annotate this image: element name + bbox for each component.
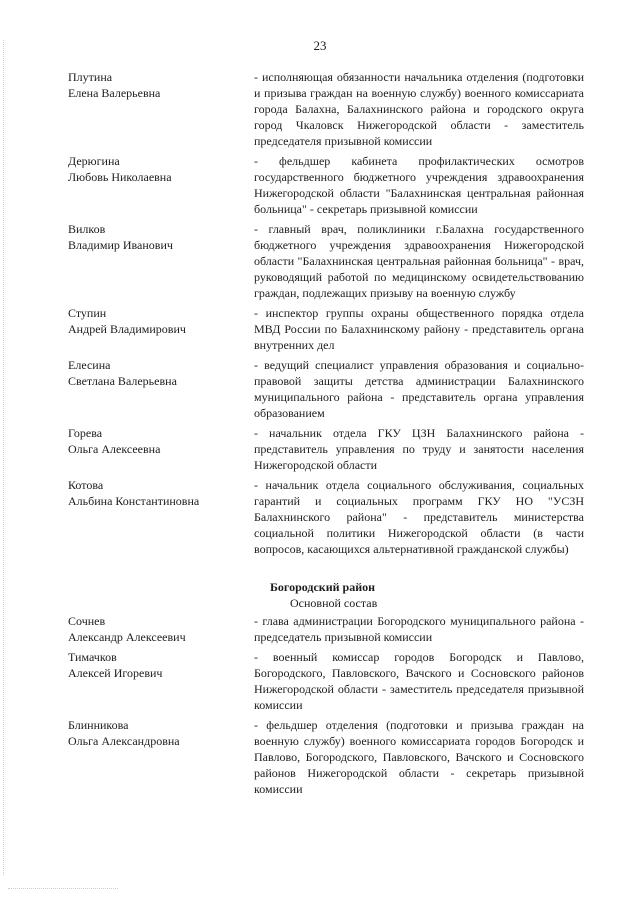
- scan-bottom-dots: [8, 888, 118, 889]
- member-given-names: Андрей Владимирович: [68, 322, 186, 336]
- member-name: [68, 477, 248, 509]
- member-role: - главный врач, поликлиники г.Балахна государственного бюджетного учреждения здравоохранения Нижегородской области "Балахнинская центральная районная больница" - врач, руководящий работой по медицинскому освидетельствованию граждан, подлежащих призыву на военную службу: [254, 222, 584, 300]
- member-given-names: Любовь Николаевна: [68, 170, 172, 184]
- member-name: [68, 153, 248, 185]
- member-name: [68, 649, 248, 681]
- member-entry: [0, 69, 640, 149]
- member-name: [68, 221, 248, 253]
- member-surname: Елесина: [68, 358, 111, 372]
- commission-members-bogorodsk: [0, 613, 640, 797]
- member-name: [68, 69, 248, 101]
- member-role: - ведущий специалист управления образования и социально-правовой защиты детства администрации Балахнинского муниципального района - представитель органа управления образованием: [254, 358, 584, 420]
- member-name: [68, 305, 248, 337]
- member-given-names: Светлана Валерьевна: [68, 374, 177, 388]
- member-entry: [0, 425, 640, 473]
- member-given-names: Альбина Константиновна: [68, 494, 200, 508]
- member-role: - глава администрации Богородского муниципального района - председатель призывной комиссии: [254, 614, 584, 644]
- member-given-names: Елена Валерьевна: [68, 86, 161, 100]
- commission-members-balakhna: [0, 69, 640, 557]
- member-entry: [0, 613, 640, 645]
- member-entry: [0, 305, 640, 353]
- member-surname: Сочнев: [68, 614, 106, 628]
- member-entry: [0, 717, 640, 797]
- member-surname: Плутина: [68, 70, 113, 84]
- member-surname: Горева: [68, 426, 103, 440]
- member-entry: [0, 221, 640, 301]
- member-role: - военный комиссар городов Богородск и Павлово, Богородского, Павловского, Вачского и Сосновского районов Нижегородской области - заместитель председателя призывной комиссии: [254, 650, 584, 712]
- page-number: 23: [313, 38, 327, 53]
- member-entry: [0, 357, 640, 421]
- member-surname: Блинникова: [68, 718, 129, 732]
- member-entry: [0, 649, 640, 713]
- member-entry: [0, 153, 640, 217]
- member-role: - начальник отдела ГКУ ЦЗН Балахнинского района - представитель управления по труду и занятости населения Нижегородской области: [254, 426, 584, 472]
- member-surname: Вилков: [68, 222, 106, 236]
- member-role: - начальник отдела социального обслуживания, социальных гарантий и социальных программ ГКУ НО "УСЗН Балахнинского района" - представитель министерства социальной политики Нижегородской области (в части вопросов, касающихся альтернативной гражданской службы): [254, 478, 584, 556]
- member-surname: Ступин: [68, 306, 107, 320]
- member-name: [68, 425, 248, 457]
- member-surname: Тимачков: [68, 650, 117, 664]
- member-role: - фельдшер кабинета профилактических осмотров государственного бюджетного учреждения здравоохранения Нижегородской области "Балахнинская центральная районная больница" - секретарь призывной комиссии: [254, 154, 584, 216]
- member-surname: Котова: [68, 478, 104, 492]
- section-subtitle: Основной состав: [290, 596, 378, 610]
- member-surname: Дерюгина: [68, 154, 120, 168]
- member-given-names: Александр Алексеевич: [68, 630, 186, 644]
- commission-list: [0, 69, 640, 801]
- member-role: - фельдшер отделения (подготовки и призыва граждан на военную службу) военного комиссариата городов Богородск и Павлово, Богородского, Павловского, Вачского и Сосновского районов Нижегородской области - секретарь призывной комиссии: [254, 718, 584, 796]
- section-title: Богородский район: [270, 580, 376, 594]
- member-name: [68, 357, 248, 389]
- member-given-names: Ольга Алексеевна: [68, 442, 161, 456]
- member-name: [68, 613, 248, 645]
- member-given-names: Владимир Иванович: [68, 238, 173, 252]
- member-name: [68, 717, 248, 749]
- member-role: - инспектор группы охраны общественного порядка отдела МВД России по Балахнинскому району - представитель органа внутренних дел: [254, 306, 584, 352]
- member-role: - исполняющая обязанности начальника отделения (подготовки и призыва граждан на военную службу) военного комиссариата города Балахна, Балахнинского района и городского округа город Чкаловск Нижегородской области - заместитель председателя призывной комиссии: [254, 70, 584, 148]
- member-given-names: Ольга Александровна: [68, 734, 180, 748]
- member-given-names: Алексей Игоревич: [68, 666, 163, 680]
- member-entry: [0, 477, 640, 557]
